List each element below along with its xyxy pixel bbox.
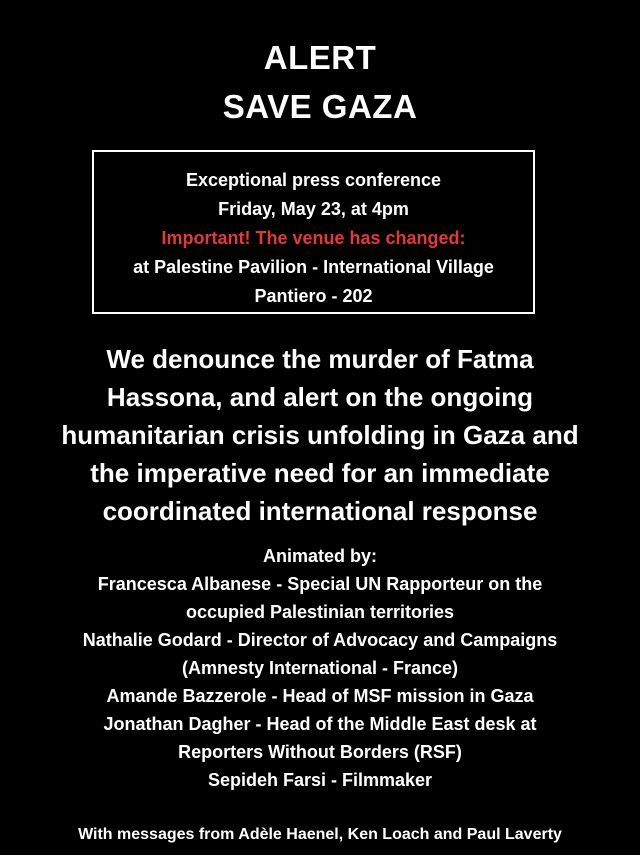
press-conference-title: Exceptional press conference xyxy=(185,170,442,190)
speaker-line: Nathalie Godard - Director of Advocacy and Campaigns xyxy=(82,630,558,650)
speaker-line: Francesca Albanese - Special UN Rapporteur on the xyxy=(97,574,543,594)
press-conference-box xyxy=(92,150,535,314)
statement-line: humanitarian crisis unfolding in Gaza and xyxy=(61,420,579,450)
statement-line: the imperative need for an immediate xyxy=(90,458,550,488)
venue-location: at Palestine Pavilion - International Village xyxy=(133,257,494,277)
venue-change-warning: Important! The venue has changed: xyxy=(161,228,466,248)
speaker-line: Amande Bazzerole - Head of MSF mission in Gaza xyxy=(106,686,534,706)
speaker-line: (Amnesty International - France) xyxy=(181,658,459,678)
speakers-heading: Animated by: xyxy=(262,546,377,566)
statement-paragraph xyxy=(0,340,640,530)
headline-save-gaza: SAVE GAZA xyxy=(222,88,418,125)
statement-line: We denounce the murder of Fatma xyxy=(106,344,534,374)
headline-alert: ALERT xyxy=(263,39,377,76)
press-conference-date: Friday, May 23, at 4pm xyxy=(218,199,409,219)
speaker-line: Jonathan Dagher - Head of the Middle East desk at xyxy=(103,714,537,734)
venue-room: Pantiero - 202 xyxy=(254,286,373,306)
footer-messages: With messages from Adèle Haenel, Ken Loach and Paul Laverty xyxy=(78,826,562,843)
statement-line: Hassona, and alert on the ongoing xyxy=(106,382,534,412)
speaker-line: occupied Palestinian territories xyxy=(185,602,455,622)
speaker-line: Reporters Without Borders (RSF) xyxy=(178,742,462,762)
statement-line: coordinated international response xyxy=(102,496,538,526)
speaker-line: Sepideh Farsi - Filmmaker xyxy=(207,770,433,790)
speakers-section xyxy=(0,542,640,794)
